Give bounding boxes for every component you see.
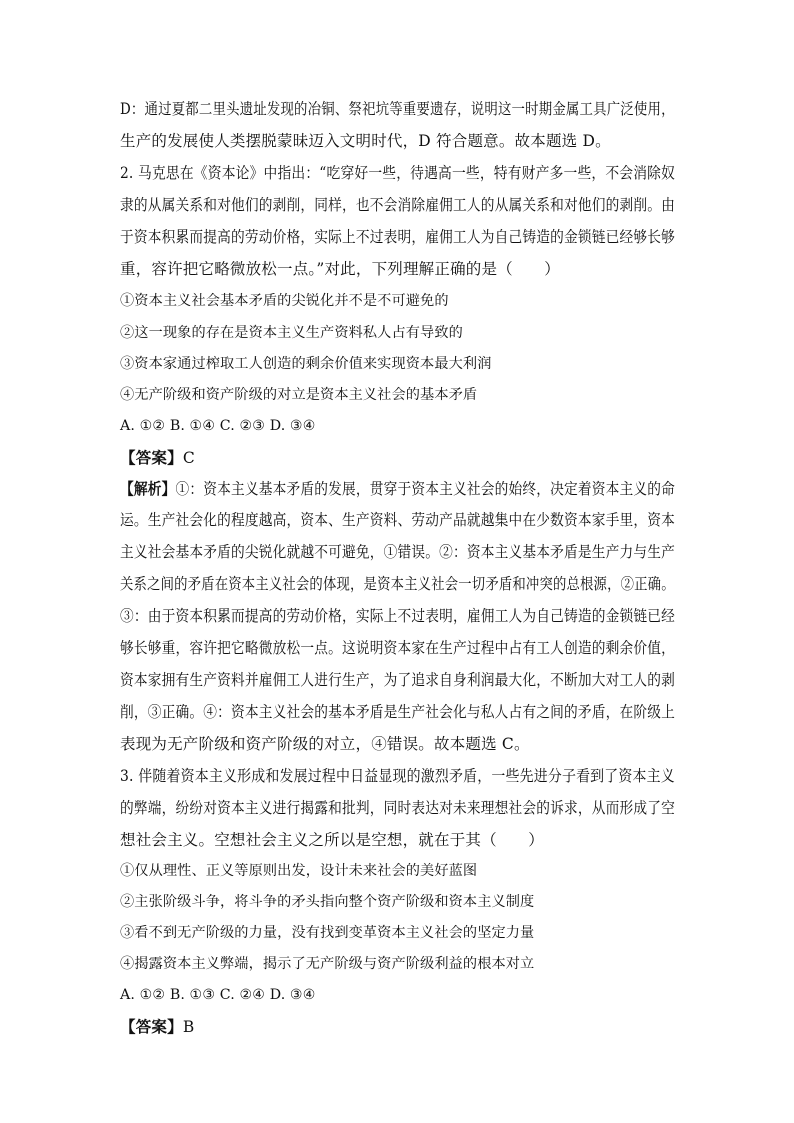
q2-analysis-line: 资本家拥有生产资料并雇佣工人进行生产，为了追求自身利润最大化，不断加大对工人的剥: [120, 671, 676, 689]
q3-option: ③看不到无产阶级的力量，没有找到变革资本主义社会的坚定力量: [120, 925, 535, 941]
q3-stem-line: 3. 伴随着资本主义形成和发展过程中日益显现的激烈矛盾，一些先进分子看到了资本主义: [120, 767, 675, 785]
q2-analysis-line: 表现为无产阶级和资产阶级的对立，④错误。故本题选 C。: [120, 735, 530, 753]
q2-analysis-line: 主义社会基本矛盾的尖锐化就越不可避免，①错误。②：资本主义基本矛盾是生产力与生产: [120, 543, 676, 561]
q2-option: ①资本主义社会基本矛盾的尖锐化并不是不可避免的: [120, 293, 449, 309]
q2-option: ②这一现象的存在是资本主义生产资料私人占有导致的: [120, 325, 463, 341]
q3-option: ②主张阶级斗争，将斗争的矛头指向整个资产阶级和资本主义制度: [120, 894, 535, 910]
q2-stem-line: 于资本积累而提高的劳动价格，实际上不过表明，雇佣工人为自己铸造的金锁链已经够长够: [120, 228, 676, 246]
q1-tail-line: 生产的发展使人类摆脱蒙昧迈入文明时代，D 符合题意。故本题选 D。: [120, 132, 611, 150]
answer-value: C: [182, 449, 195, 467]
analysis-label: 【解析】: [120, 479, 176, 498]
q2-stem-line: 2. 马克思在《资本论》中指出：“吃穿好一些，待遇高一些，特有财产多一些，不会消除奴: [120, 164, 676, 182]
q2-option: ③资本家通过榨取工人创造的剩余价值来实现资本最大利润: [120, 356, 492, 372]
q3-stem-line: 的弊端，纷纷对资本主义进行揭露和批判，同时表达对未来理想社会的诉求，从而形成了空: [120, 799, 676, 817]
q2-analysis-line: ③：由于资本积累而提高的劳动价格，实际上不过表明，雇佣工人为自己铸造的金锁链已经: [120, 607, 676, 625]
answer-value: B: [182, 1018, 195, 1036]
answer-label: 【答案】: [120, 448, 183, 467]
analysis-text: ①：资本主义基本矛盾的发展，贯穿于资本主义社会的始终，决定着资本主义的命: [175, 480, 676, 498]
q2-analysis-line: 削，③正确。④：资本主义社会的基本矛盾是生产社会化与私人占有之间的矛盾，在阶级上: [120, 703, 676, 721]
q2-analysis-line: [120, 481, 675, 498]
answer-label: 【答案】: [120, 1017, 183, 1036]
q3-choices: A. ①② B. ①③ C. ②④ D. ③④: [120, 987, 316, 1003]
q3-option: ④揭露资本主义弊端，揭示了无产阶级与资产阶级利益的根本对立: [120, 956, 535, 972]
q2-choices: A. ①② B. ①④ C. ②③ D. ③④: [120, 418, 316, 434]
q3-stem-line: 想社会主义。空想社会主义之所以是空想，就在于其（ ）: [120, 831, 544, 849]
q2-option: ④无产阶级和资产阶级的对立是资本主义社会的基本矛盾: [120, 387, 478, 403]
q2-analysis-line: 够长够重，容许把它略微放松一点。这说明资本家在生产过程中占有工人创造的剩余价值，: [120, 639, 676, 657]
q2-analysis-line: 运。生产社会化的程度越高，资本、生产资料、劳动产品就越集中在少数资本家手里，资本: [120, 511, 676, 529]
q2-analysis-line: 关系之间的矛盾在资本主义社会的体现，是资本主义社会一切矛盾和冲突的总根源，②正确。: [120, 575, 675, 593]
q3-answer: [120, 1019, 194, 1036]
q2-stem-line: 隶的从属关系和对他们的剥削，同样，也不会消除雇佣工人的从属关系和对他们的剥削。由: [120, 196, 676, 214]
q2-answer: [120, 450, 195, 467]
q3-option: ①仅从理性、正义等原则出发，设计未来社会的美好蓝图: [120, 863, 478, 879]
q2-stem-line: 重，容许把它略微放松一点。”对此，下列理解正确的是（ ）: [120, 260, 560, 278]
q1-tail-line: D：通过夏都二里头遗址发现的冶铜、祭祀坑等重要遗存，说明这一时期金属工具广泛使用，: [120, 100, 675, 118]
